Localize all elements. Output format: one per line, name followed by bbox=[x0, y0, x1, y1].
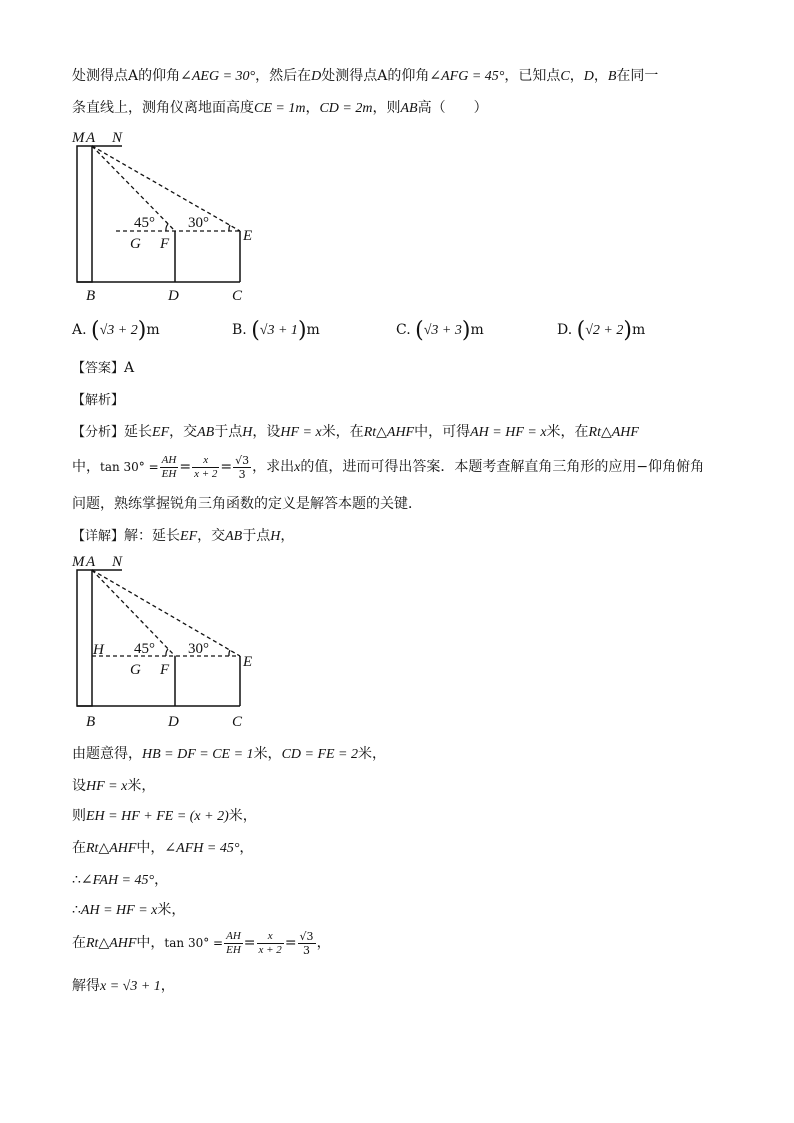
option-a[interactable]: A. (√3 + 2)m bbox=[72, 318, 160, 343]
figure-2-svg bbox=[66, 550, 276, 732]
solution-line-1: 由题意得，HB = DF = CE = 1米，CD = FE = 2米， bbox=[72, 746, 387, 762]
solution-line-5: ∴∠FAH = 45°， bbox=[72, 872, 169, 888]
label-e-2: E bbox=[243, 654, 253, 670]
fraction-sqrt3-3: $\frac{√3}{3}$ bbox=[235, 453, 250, 481]
label-c: C bbox=[232, 288, 243, 304]
question-line-1: 处测得点A的仰角∠AEG = 30°，然后在D处测得点A的仰角∠AFG = 45°，已知点C，D，B在同一 bbox=[72, 68, 659, 84]
solution-line-3: 则EH = HF + FE = (x + 2)米， bbox=[72, 808, 257, 824]
answer-line bbox=[72, 358, 134, 379]
solution-line-2: 设HF = x米， bbox=[72, 778, 156, 794]
solution-line-4: 在Rt△AHF中，∠AFH = 45°， bbox=[72, 840, 254, 856]
angle-arc-45 bbox=[166, 224, 168, 231]
solution-line-8: 解得x = √3 + 1， bbox=[72, 978, 175, 994]
angle-arc-30 bbox=[229, 225, 230, 231]
label-d-2: D bbox=[168, 714, 179, 730]
label-m-2: M bbox=[72, 554, 85, 570]
dashed-line-ae-2 bbox=[92, 570, 240, 656]
angle-aeg: ∠AEG = 30° bbox=[180, 69, 256, 84]
answer-value: A bbox=[124, 360, 135, 376]
dashed-line-ae bbox=[92, 146, 240, 231]
option-c[interactable]: C. (√3 + 3)m bbox=[396, 318, 484, 343]
answer-tag: 【答案】 bbox=[72, 361, 125, 376]
question-line-2: 条直线上，测角仪离地面高度CE = 1m，CD = 2m，则AB高（ ） bbox=[72, 100, 488, 116]
label-b-2: B bbox=[86, 714, 96, 730]
figure-1-svg bbox=[66, 126, 276, 308]
solution-fraction-ah-eh: $\frac{AH}{EH}$ bbox=[226, 929, 241, 956]
label-a: A bbox=[86, 130, 96, 146]
fraction-ah-eh: $\frac{AH}{EH}$ bbox=[161, 453, 177, 480]
label-angle-45: 45° bbox=[134, 215, 155, 231]
label-f-2: F bbox=[160, 662, 170, 678]
label-n-2: N bbox=[112, 554, 123, 570]
label-c-2: C bbox=[232, 714, 243, 730]
label-n: N bbox=[112, 130, 123, 146]
figure-1 bbox=[66, 126, 276, 308]
angle-arc-45-2 bbox=[166, 649, 168, 656]
solution-fraction-sqrt3-3: $\frac{√3}{3}$ bbox=[299, 929, 314, 957]
label-d: D bbox=[168, 288, 179, 304]
angle-arc-30-2 bbox=[229, 650, 230, 656]
figure-2 bbox=[66, 550, 276, 732]
analysis-line-2: 中，tan 30° = $\frac{AH}{EH}$ = $\frac{x}{x + 2}$ = $\frac{√3}{3}$ ，求出x的值，进而可得出答案．本题考查解直角三角形的应用−仰角俯角 bbox=[72, 453, 705, 481]
option-d[interactable]: D. (√2 + 2)m bbox=[557, 318, 646, 343]
option-b[interactable]: B. (√3 + 1)m bbox=[232, 318, 320, 343]
detail-line-1: 【详解】解：延长EF，交AB于点H， bbox=[72, 528, 295, 544]
analysis-line-3: 问题，熟练掌握锐角三角函数的定义是解答本题的关键． bbox=[72, 496, 422, 512]
fraction-x-x2: $\frac{x}{x + 2}$ bbox=[194, 453, 218, 480]
label-b: B bbox=[86, 288, 96, 304]
label-m: M bbox=[72, 130, 85, 146]
label-angle-30: 30° bbox=[188, 215, 209, 231]
tower-rect bbox=[77, 146, 92, 282]
label-g-2: G bbox=[130, 662, 141, 678]
solution-line-6: ∴AH = HF = x米， bbox=[72, 902, 186, 918]
analysis-line-1: 【分析】延长EF，交AB于点H，设HF = x米，在Rt△AHF中，可得AH = HF = x米，在Rt△AHF bbox=[72, 424, 639, 440]
label-angle-30-2: 30° bbox=[188, 641, 209, 657]
angle-afg: ∠AFG = 45° bbox=[429, 69, 505, 84]
label-e: E bbox=[243, 228, 253, 244]
solution-line-7: 在Rt△AHF中，tan 30° = $\frac{AH}{EH}$ = $\frac{x}{x + 2}$ = $\frac{√3}{3}$ ， bbox=[72, 929, 331, 957]
tower-rect-2 bbox=[77, 570, 92, 706]
label-h: H bbox=[93, 642, 104, 658]
analysis-heading: 【解析】 bbox=[72, 393, 125, 408]
label-a-2: A bbox=[86, 554, 96, 570]
label-f: F bbox=[160, 236, 170, 252]
label-g: G bbox=[130, 236, 141, 252]
label-angle-45-2: 45° bbox=[134, 641, 155, 657]
solution-fraction-x-x2: $\frac{x}{x + 2}$ bbox=[258, 929, 282, 956]
